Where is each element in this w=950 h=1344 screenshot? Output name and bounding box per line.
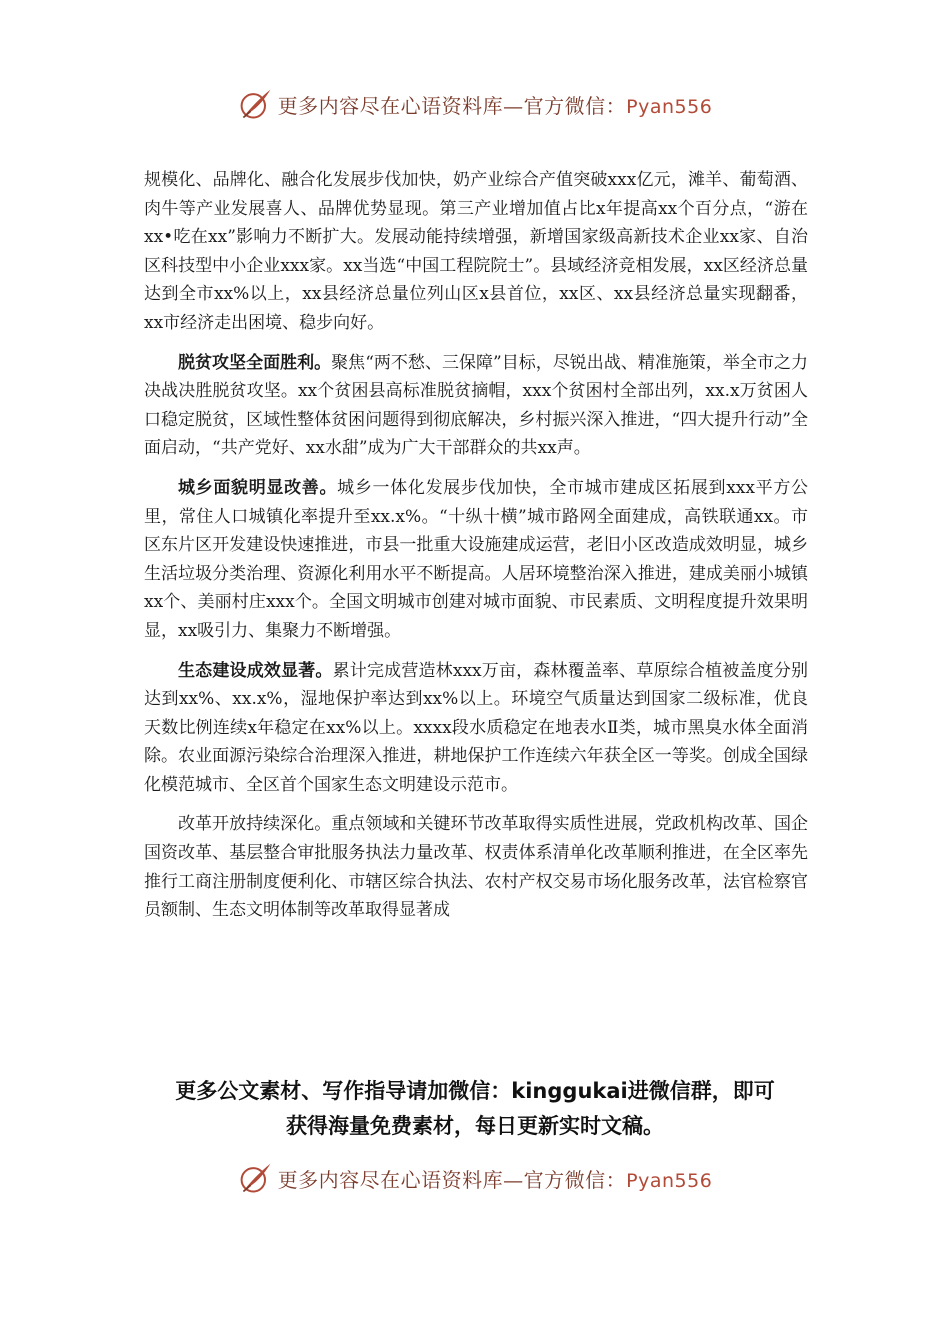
footer-slogan: 更多内容尽在心语资料库 [277, 1167, 504, 1192]
header-watermark-text [278, 90, 713, 119]
header-brand: Pyan556 [626, 95, 713, 118]
paragraph-1-text: 规模化、品牌化、融合化发展步伐加快，奶产业综合产值突破xxx亿元，滩羊、葡萄酒、肉牛等产业发展喜人、品牌优势显现。第三产业增加值占比x年提高xx个百分点，“游在xx•吃在xx”影响力不断扩大。发展动能持续增强，新增国家级高新技术企业xx家、自治区科技型中小企业xxx家。xx当选“中国工程院院士”。县域经济竞相发展，xx区经济总量达到全市xx%以上，xx县经济总量位列山区x县首位，xx区、xx县经济总量实现翻番，xx市经济走出困境、稳步向好。 [144, 170, 808, 333]
footer-dash: — [503, 1167, 524, 1192]
header-label: 官方微信： [523, 93, 627, 118]
promo-line-1: 更多公文素材、写作指导请加微信：kinggukai进微信群，即可 [175, 1079, 775, 1103]
footer-brand: Pyan556 [626, 1169, 713, 1192]
paragraph-4-heading: 生态建设成效显著。 [178, 660, 333, 681]
promo-notice [0, 1074, 950, 1144]
header-dash: — [503, 93, 524, 118]
paragraph-2 [144, 349, 808, 463]
paragraph-5 [144, 810, 808, 924]
footer-label: 官方微信： [523, 1167, 627, 1192]
paragraph-5-text: 改革开放持续深化。重点领域和关键环节改革取得实质性进展，党政机构改革、国企国资改革、基层整合审批服务执法力量改革、权责体系清单化改革顺利推进，在全区率先推行工商注册制度便利化、市辖区综合执法、农村产权交易市场化服务改革，法官检察官员额制、生态文明体制等改革取得显著成 [144, 814, 808, 921]
paragraph-3-text: 城乡一体化发展步伐加快，全市城市建成区拓展到xxx平方公里，常住人口城镇化率提升至xx.x%。“十纵十横”城市路网全面建成，高铁联通xx。市区东片区开发建设快速推进，市县一批重大设施建成运营，老旧小区改造成效明显，城乡生活垃圾分类治理、资源化利用水平不断提高。人居环境整治深入推进，建成美丽小城镇xx个、美丽村庄xxx个。全国文明城市创建对城市面貌、市民素质、文明程度提升效果明显，xx吸引力、集聚力不断增强。 [144, 477, 809, 641]
paragraph-2-heading: 脱贫攻坚全面胜利。 [178, 352, 332, 373]
document-body [144, 166, 808, 936]
footer-watermark-banner [0, 1156, 950, 1200]
header-watermark-banner [0, 82, 950, 126]
paragraph-4 [144, 657, 808, 800]
header-slogan: 更多内容尽在心语资料库 [277, 93, 504, 118]
paragraph-1 [144, 166, 808, 338]
paragraph-4-text: 累计完成营造林xxx万亩，森林覆盖率、草原综合植被盖度分别达到xx%、xx.x%，湿地保护率达到xx%以上。环境空气质量达到国家二级标准，优良天数比例连续x年稳定在xx%以上。xxxx段水质稳定在地表水Ⅱ类，城市黑臭水体全面消除。农业面源污染综合治理深入推进，耕地保护工作连续六年获全区一等奖。创成全国绿化模范城市、全区首个国家生态文明建设示范市。 [144, 660, 809, 795]
promo-line-2: 获得海量免费素材，每日更新实时文稿。 [286, 1114, 664, 1138]
quill-logo-icon [238, 86, 274, 122]
quill-logo-icon [238, 1160, 274, 1196]
footer-watermark-text [278, 1164, 713, 1193]
paragraph-2-text: 聚焦“两不愁、三保障”目标，尽锐出战、精准施策，举全市之力决战决胜脱贫攻坚。xx个贫困县高标准脱贫摘帽，xxx个贫困村全部出列，xx.x万贫困人口稳定脱贫，区域性整体贫困问题得到彻底解决，乡村振兴深入推进，“四大提升行动”全面启动，“共产党好、xx水甜”成为广大干部群众的共xx声。 [144, 352, 808, 459]
paragraph-3 [144, 474, 808, 646]
paragraph-3-heading: 城乡面貌明显改善。 [178, 477, 338, 498]
